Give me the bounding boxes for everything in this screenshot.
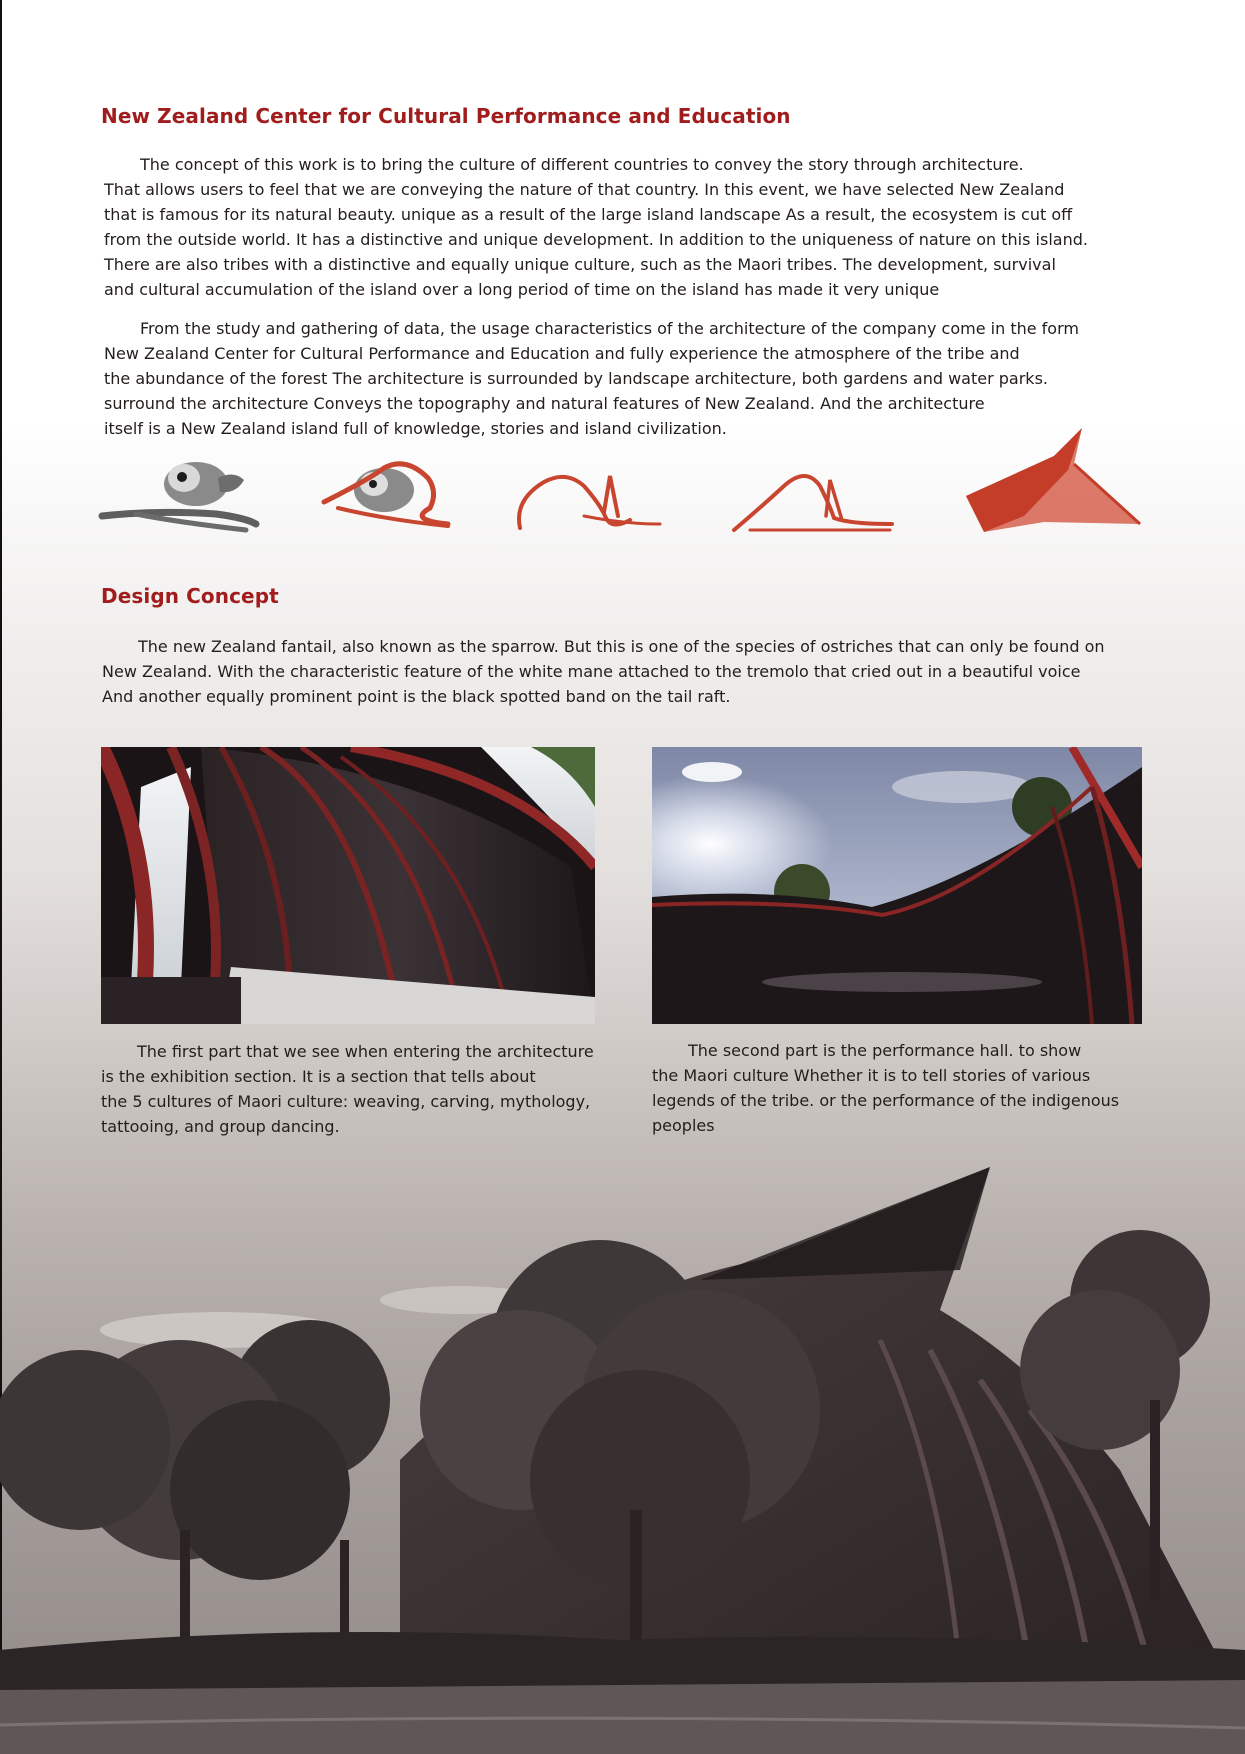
intro-line: That allows users to feel that we are conveying the nature of that country. In this event, we have selected New Zealand bbox=[104, 180, 1065, 199]
exhibition-caption-line: the 5 cultures of Maori culture: weaving, carving, mythology, bbox=[101, 1092, 591, 1111]
performance-caption-line: peoples bbox=[652, 1116, 715, 1135]
study-line: itself is a New Zealand island full of knowledge, stories and island civilization. bbox=[104, 419, 727, 438]
performance-caption-line: The second part is the performance hall. to show bbox=[688, 1041, 1082, 1060]
fantail-outline-sketch bbox=[318, 420, 458, 540]
page-title: New Zealand Center for Cultural Performance and Education bbox=[101, 104, 791, 128]
performance-hall-render bbox=[652, 747, 1142, 1024]
intro-line: There are also tribes with a distinctive and equally unique culture, such as the Maori tribes. The development, survival bbox=[104, 255, 1056, 274]
study-line: surround the architecture Conveys the topography and natural features of New Zealand. And the architecture bbox=[104, 394, 985, 413]
exhibition-interior-render bbox=[101, 747, 595, 1024]
study-line: the abundance of the forest The architecture is surrounded by landscape architecture, both gardens and water parks. bbox=[104, 369, 1048, 388]
performance-caption-line: legends of the tribe. or the performance of the indigenous bbox=[652, 1091, 1120, 1110]
design-concept-line: New Zealand. With the characteristic feature of the white mane attached to the tremolo that cried out in a beautiful voice bbox=[102, 662, 1081, 681]
design-concept-heading: Design Concept bbox=[101, 584, 279, 608]
intro-line: and cultural accumulation of the island over a long period of time on the island has made it very unique bbox=[104, 280, 940, 299]
intro-line: from the outside world. It has a distinctive and unique development. In addition to the uniqueness of nature on this island. bbox=[104, 230, 1088, 249]
intro-line: that is famous for its natural beauty. unique as a result of the large island landscape As a result, the ecosystem is cut off bbox=[104, 205, 1073, 224]
roof-form-sketch bbox=[964, 420, 1144, 540]
performance-caption bbox=[652, 1038, 1119, 1138]
performance-caption-line: the Maori culture Whether it is to tell stories of various bbox=[652, 1066, 1091, 1085]
intro-line: The concept of this work is to bring the culture of different countries to convey the story through architecture. bbox=[140, 155, 1024, 174]
fantail-photo-sketch bbox=[96, 420, 266, 540]
design-concept-line: The new Zealand fantail, also known as the sparrow. But this is one of the species of ostriches that can only be found on bbox=[138, 637, 1105, 656]
intro-paragraph bbox=[104, 152, 1088, 302]
exhibition-caption-line: is the exhibition section. It is a section that tells about bbox=[101, 1067, 536, 1086]
exhibition-caption-line: tattooing, and group dancing. bbox=[101, 1117, 340, 1136]
curve-form-sketch bbox=[514, 420, 664, 540]
roof-curve-sketch bbox=[730, 420, 900, 540]
study-line: New Zealand Center for Cultural Performance and Education and fully experience the atmosphere of the tribe and bbox=[104, 344, 1020, 363]
exhibition-caption-line: The first part that we see when entering the architecture bbox=[137, 1042, 594, 1061]
design-concept-line: And another equally prominent point is the black spotted band on the tail raft. bbox=[102, 687, 731, 706]
exterior-building-render bbox=[0, 1150, 1245, 1754]
design-concept-paragraph bbox=[102, 634, 1105, 709]
study-line: From the study and gathering of data, the usage characteristics of the architecture of the company come in the form bbox=[140, 319, 1079, 338]
exhibition-caption bbox=[101, 1039, 594, 1139]
